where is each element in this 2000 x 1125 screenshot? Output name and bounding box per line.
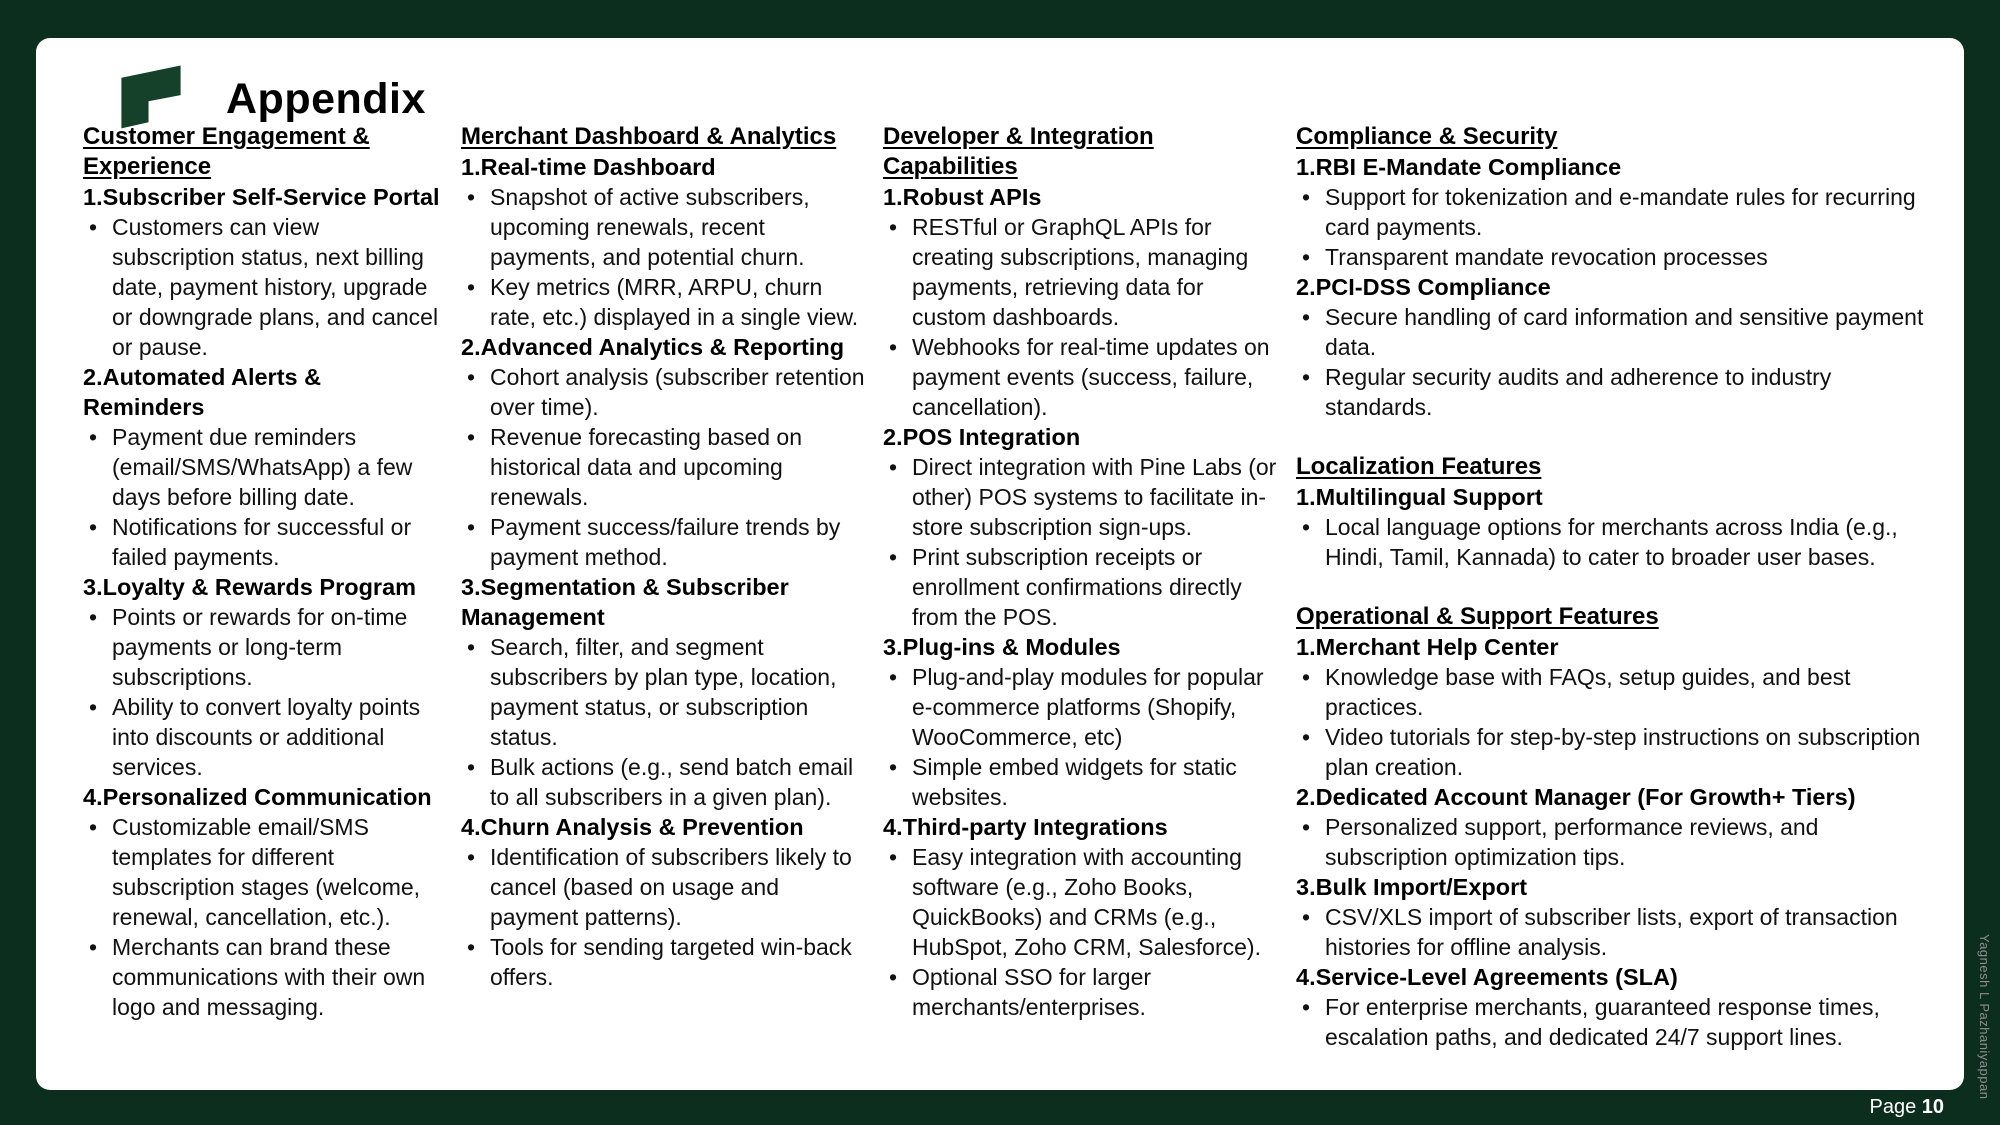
bullet-item	[883, 842, 1278, 962]
bullet-marker: •	[467, 514, 476, 540]
bullet-text: Local language options for merchants across India (e.g., Hindi, Tamil, Kannada) to cater to broader user bases.	[1325, 514, 1898, 570]
bullet-text: Customizable email/SMS templates for different subscription stages (welcome, renewal, cancellation, etc.).	[112, 814, 421, 930]
bullet-text: Plug-and-play modules for popular e-commerce platforms (Shopify, WooCommerce, etc)	[912, 664, 1264, 750]
bullet-item	[1296, 662, 1926, 722]
bullet-item	[461, 422, 865, 512]
bullet-text: Search, filter, and segment subscribers by plan type, location, payment status, or subscription status.	[490, 634, 837, 750]
bullet-text: CSV/XLS import of subscriber lists, export of transaction histories for offline analysis.	[1325, 904, 1898, 960]
bullet-item	[1296, 992, 1926, 1052]
bullet-marker: •	[889, 844, 898, 870]
bullet-text: Bulk actions (e.g., send batch email to all subscribers in a given plan).	[490, 754, 854, 810]
bullet-marker: •	[889, 334, 898, 360]
bullet-item	[1296, 812, 1926, 872]
bullet-item	[883, 542, 1278, 632]
bullet-marker: •	[467, 274, 476, 300]
bullet-text: Ability to convert loyalty points into discounts or additional services.	[112, 694, 421, 780]
bullet-marker: •	[1302, 184, 1311, 210]
section-heading: Customer Engagement & Experience	[83, 123, 370, 180]
bullet-marker: •	[1302, 514, 1311, 540]
bullet-text: Key metrics (MRR, ARPU, churn rate, etc.) displayed in a single view.	[490, 274, 859, 330]
bullet-text: Personalized support, performance reviews, and subscription optimization tips.	[1325, 814, 1819, 870]
item-title: 1.Merchant Help Center	[1296, 634, 1559, 660]
bullet-marker: •	[467, 634, 476, 660]
bullet-text: Notifications for successful or failed payments.	[112, 514, 412, 570]
bullet-text: Knowledge base with FAQs, setup guides, and best practices.	[1325, 664, 1851, 720]
item-title: 2.PCI-DSS Compliance	[1296, 274, 1551, 300]
bullet-text: Customers can view subscription status, next billing date, payment history, upgrade or downgrade plans, and cancel or pause.	[112, 214, 439, 360]
section-heading: Operational & Support Features	[1296, 603, 1659, 630]
item-title: 3.Segmentation & Subscriber Management	[461, 574, 789, 630]
bullet-marker: •	[89, 934, 98, 960]
item-title: 3.Plug-ins & Modules	[883, 634, 1121, 660]
bullet-item	[83, 692, 443, 782]
item-title: 1.Multilingual Support	[1296, 484, 1543, 510]
bullet-marker: •	[467, 184, 476, 210]
bullet-item	[83, 512, 443, 572]
bullet-marker: •	[89, 604, 98, 630]
bullet-text: Merchants can brand these communications with their own logo and messaging.	[112, 934, 426, 1020]
bullet-item	[1296, 362, 1926, 422]
item-title: 1.RBI E-Mandate Compliance	[1296, 154, 1622, 180]
item-title: 1.Subscriber Self-Service Portal	[83, 184, 440, 210]
item-title: 3.Loyalty & Rewards Program	[83, 574, 417, 600]
bullet-text: Webhooks for real-time updates on payment events (success, failure, cancellation).	[912, 334, 1270, 420]
item-title: 4.Service-Level Agreements (SLA)	[1296, 964, 1678, 990]
bullet-item	[1296, 182, 1926, 242]
bullet-text: Regular security audits and adherence to industry standards.	[1325, 364, 1832, 420]
bullet-text: Optional SSO for larger merchants/enterprises.	[912, 964, 1152, 1020]
bullet-item	[1296, 242, 1926, 272]
section-heading: Merchant Dashboard & Analytics	[461, 123, 837, 150]
bullet-marker: •	[889, 754, 898, 780]
column-4	[1296, 122, 1926, 1052]
bullet-text: Simple embed widgets for static websites.	[912, 754, 1237, 810]
item-title: 2.POS Integration	[883, 424, 1081, 450]
section-heading: Developer & Integration Capabilities	[883, 123, 1154, 180]
bullet-item	[461, 932, 865, 992]
item-title: 1.Real-time Dashboard	[461, 154, 716, 180]
section-heading: Compliance & Security	[1296, 123, 1558, 150]
page-number-value: 10	[1921, 1096, 1944, 1118]
bullet-marker: •	[1302, 364, 1311, 390]
bullet-item	[461, 752, 865, 812]
bullet-marker: •	[1302, 814, 1311, 840]
bullet-item	[83, 932, 443, 1022]
column-2	[461, 122, 865, 992]
bullet-item	[1296, 902, 1926, 962]
column-3	[883, 122, 1278, 1022]
bullet-text: Secure handling of card information and sensitive payment data.	[1325, 304, 1924, 360]
bullet-marker: •	[89, 694, 98, 720]
bullet-text: For enterprise merchants, guaranteed response times, escalation paths, and dedicated 24/7 support lines.	[1325, 994, 1880, 1050]
bullet-marker: •	[89, 424, 98, 450]
page-number-label: Page	[1869, 1096, 1922, 1118]
bullet-item	[83, 422, 443, 512]
section	[461, 122, 865, 992]
page-number	[1869, 1096, 1944, 1119]
bullet-text: Revenue forecasting based on historical data and upcoming renewals.	[490, 424, 802, 510]
section	[1296, 122, 1926, 422]
bullet-text: Snapshot of active subscribers, upcoming renewals, recent payments, and potential churn.	[490, 184, 810, 270]
bullet-item	[461, 182, 865, 272]
bullet-text: Easy integration with accounting software (e.g., Zoho Books, QuickBooks) and CRMs (e.g., HubSpot, Zoho CRM, Salesforce).	[912, 844, 1261, 960]
bullet-item	[461, 512, 865, 572]
bullet-item	[883, 212, 1278, 332]
bullet-text: Tools for sending targeted win-back offers.	[490, 934, 852, 990]
section-heading: Localization Features	[1296, 453, 1542, 480]
bullet-marker: •	[889, 664, 898, 690]
column-1	[83, 122, 443, 1022]
content-columns	[83, 122, 1926, 1052]
item-title: 2.Dedicated Account Manager (For Growth+ Tiers)	[1296, 784, 1856, 810]
bullet-marker: •	[467, 754, 476, 780]
page-title: Appendix	[226, 75, 426, 124]
item-title: 2.Automated Alerts & Reminders	[83, 364, 322, 420]
item-title: 4.Churn Analysis & Prevention	[461, 814, 804, 840]
bullet-text: Cohort analysis (subscriber retention over time).	[490, 364, 865, 420]
bullet-marker: •	[1302, 904, 1311, 930]
bullet-marker: •	[1302, 304, 1311, 330]
bullet-marker: •	[889, 454, 898, 480]
bullet-marker: •	[89, 214, 98, 240]
bullet-marker: •	[467, 364, 476, 390]
bullet-marker: •	[1302, 724, 1311, 750]
bullet-marker: •	[1302, 664, 1311, 690]
bullet-item	[461, 362, 865, 422]
bullet-item	[1296, 512, 1926, 572]
bullet-text: Print subscription receipts or enrollment confirmations directly from the POS.	[912, 544, 1242, 630]
bullet-item	[1296, 722, 1926, 782]
bullet-item	[1296, 302, 1926, 362]
bullet-item	[83, 602, 443, 692]
bullet-item	[883, 962, 1278, 1022]
bullet-marker: •	[889, 214, 898, 240]
bullet-marker: •	[89, 514, 98, 540]
bullet-text: Identification of subscribers likely to cancel (based on usage and payment patterns).	[490, 844, 852, 930]
bullet-item	[461, 632, 865, 752]
bullet-item	[461, 842, 865, 932]
item-title: 4.Personalized Communication	[83, 784, 432, 810]
bullet-text: Direct integration with Pine Labs (or other) POS systems to facilitate in-store subscription sign-ups.	[912, 454, 1277, 540]
item-title: 1.Robust APIs	[883, 184, 1042, 210]
bullet-text: Points or rewards for on-time payments or long-term subscriptions.	[112, 604, 408, 690]
bullet-text: Support for tokenization and e-mandate rules for recurring card payments.	[1325, 184, 1916, 240]
bullet-item	[83, 812, 443, 932]
bullet-item	[883, 452, 1278, 542]
bullet-text: Transparent mandate revocation processes	[1325, 244, 1768, 270]
bullet-text: RESTful or GraphQL APIs for creating subscriptions, managing payments, retrieving data for custom dashboards.	[912, 214, 1249, 330]
bullet-marker: •	[467, 424, 476, 450]
bullet-marker: •	[889, 964, 898, 990]
item-title: 4.Third-party Integrations	[883, 814, 1168, 840]
bullet-text: Payment success/failure trends by payment method.	[490, 514, 841, 570]
bullet-item	[883, 752, 1278, 812]
bullet-text: Payment due reminders (email/SMS/WhatsApp) a few days before billing date.	[112, 424, 413, 510]
item-title: 2.Advanced Analytics & Reporting	[461, 334, 845, 360]
bullet-marker: •	[89, 814, 98, 840]
bullet-item	[883, 332, 1278, 422]
bullet-marker: •	[1302, 994, 1311, 1020]
bullet-text: Video tutorials for step-by-step instructions on subscription plan creation.	[1325, 724, 1921, 780]
section	[1296, 452, 1926, 572]
section	[883, 122, 1278, 1022]
watermark-text: Yagnesh L Pazhaniyappan	[1977, 933, 1992, 1099]
section	[1296, 602, 1926, 1052]
bullet-marker: •	[1302, 244, 1311, 270]
section	[83, 122, 443, 1022]
slide-card	[36, 38, 1964, 1090]
bullet-item	[83, 212, 443, 362]
bullet-item	[461, 272, 865, 332]
bullet-item	[883, 662, 1278, 752]
bullet-marker: •	[467, 934, 476, 960]
item-title: 3.Bulk Import/Export	[1296, 874, 1528, 900]
bullet-marker: •	[467, 844, 476, 870]
bullet-marker: •	[889, 544, 898, 570]
